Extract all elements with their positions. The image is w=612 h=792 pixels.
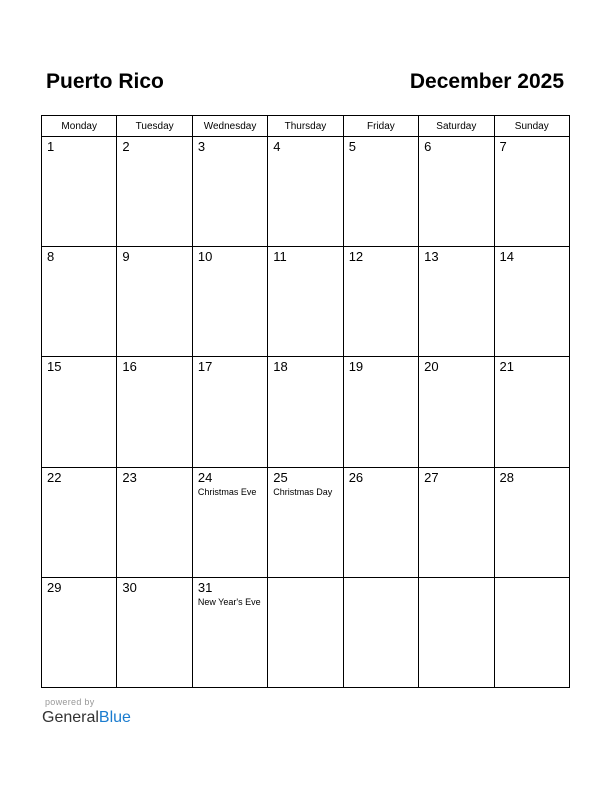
day-number: 5 xyxy=(348,139,356,154)
day-cell xyxy=(117,247,192,357)
calendar-grid xyxy=(41,115,570,688)
holiday-label: New Year's Eve xyxy=(197,596,261,607)
day-number: 26 xyxy=(348,469,364,485)
month-year-title: December 2025 xyxy=(409,70,564,93)
day-cell xyxy=(343,467,418,577)
day-number: 9 xyxy=(122,249,130,265)
day-number: 12 xyxy=(348,249,364,265)
day-cell xyxy=(192,137,267,247)
day-cell xyxy=(419,357,494,467)
day-number: 29 xyxy=(47,579,62,595)
day-number: 16 xyxy=(122,359,137,375)
day-cell xyxy=(419,247,494,357)
day-number: 14 xyxy=(499,249,514,265)
generalblue-logo[interactable] xyxy=(42,709,131,727)
day-cell xyxy=(494,357,569,467)
day-number: 15 xyxy=(47,359,62,375)
day-number: 25 xyxy=(273,469,288,485)
empty-day-cell xyxy=(343,577,418,687)
day-number: 19 xyxy=(348,359,364,375)
day-cell xyxy=(343,247,418,357)
day-cell xyxy=(494,247,569,357)
day-cell xyxy=(117,467,192,577)
day-cell xyxy=(117,357,192,467)
empty-day-cell xyxy=(268,577,343,687)
weekday-header: Thursday xyxy=(268,116,343,137)
holiday-label: Christmas Eve xyxy=(197,486,257,497)
day-number: 21 xyxy=(499,359,514,375)
weekday-header-row xyxy=(42,116,570,137)
day-number: 20 xyxy=(424,359,439,375)
day-cell xyxy=(494,137,569,247)
day-cell xyxy=(268,137,343,247)
day-number: 28 xyxy=(499,469,514,485)
day-cell xyxy=(117,137,192,247)
day-cell xyxy=(192,247,267,357)
day-number: 22 xyxy=(47,469,62,485)
day-cell xyxy=(192,467,267,577)
day-number: 23 xyxy=(122,469,137,485)
weekday-header: Tuesday xyxy=(117,116,192,137)
day-cell xyxy=(192,577,267,687)
empty-day-cell xyxy=(419,577,494,687)
weekday-header: Friday xyxy=(343,116,418,137)
weekday-header: Sunday xyxy=(494,116,569,137)
week-row xyxy=(42,467,570,577)
day-cell xyxy=(42,137,117,247)
weekday-header: Saturday xyxy=(419,116,494,137)
country-title: Puerto Rico xyxy=(46,70,164,93)
logo-text-general: General xyxy=(42,709,99,726)
day-cell xyxy=(42,577,117,687)
day-number: 13 xyxy=(424,249,439,265)
day-cell xyxy=(268,467,343,577)
day-number: 10 xyxy=(197,249,213,265)
day-number: 3 xyxy=(197,139,206,154)
day-cell xyxy=(268,247,343,357)
day-cell xyxy=(419,137,494,247)
day-number: 7 xyxy=(499,139,507,154)
empty-day-cell xyxy=(494,577,569,687)
day-cell xyxy=(494,467,569,577)
day-cell xyxy=(192,357,267,467)
day-cell xyxy=(42,357,117,467)
day-number: 18 xyxy=(273,359,288,375)
week-row xyxy=(42,357,570,467)
day-number: 31 xyxy=(197,579,213,595)
week-row xyxy=(42,247,570,357)
day-cell xyxy=(419,467,494,577)
day-cell xyxy=(343,137,418,247)
day-number: 24 xyxy=(197,469,213,485)
day-number: 27 xyxy=(424,469,439,485)
day-cell xyxy=(42,467,117,577)
day-cell xyxy=(42,247,117,357)
logo-text-blue: Blue xyxy=(98,709,131,726)
day-number: 1 xyxy=(47,139,55,154)
weekday-header: Monday xyxy=(42,116,117,137)
day-number: 4 xyxy=(273,139,281,154)
day-number: 2 xyxy=(122,139,130,154)
week-row xyxy=(42,577,570,687)
holiday-label: Christmas Day xyxy=(273,486,333,497)
day-cell xyxy=(268,357,343,467)
week-row xyxy=(42,137,570,247)
day-number: 11 xyxy=(273,249,287,265)
day-number: 30 xyxy=(122,579,137,595)
day-number: 17 xyxy=(197,359,213,375)
day-cell xyxy=(117,577,192,687)
day-number: 8 xyxy=(47,249,55,265)
powered-by-label: powered by xyxy=(45,697,95,707)
day-number: 6 xyxy=(424,139,432,154)
weekday-header: Wednesday xyxy=(192,116,267,137)
day-cell xyxy=(343,357,418,467)
